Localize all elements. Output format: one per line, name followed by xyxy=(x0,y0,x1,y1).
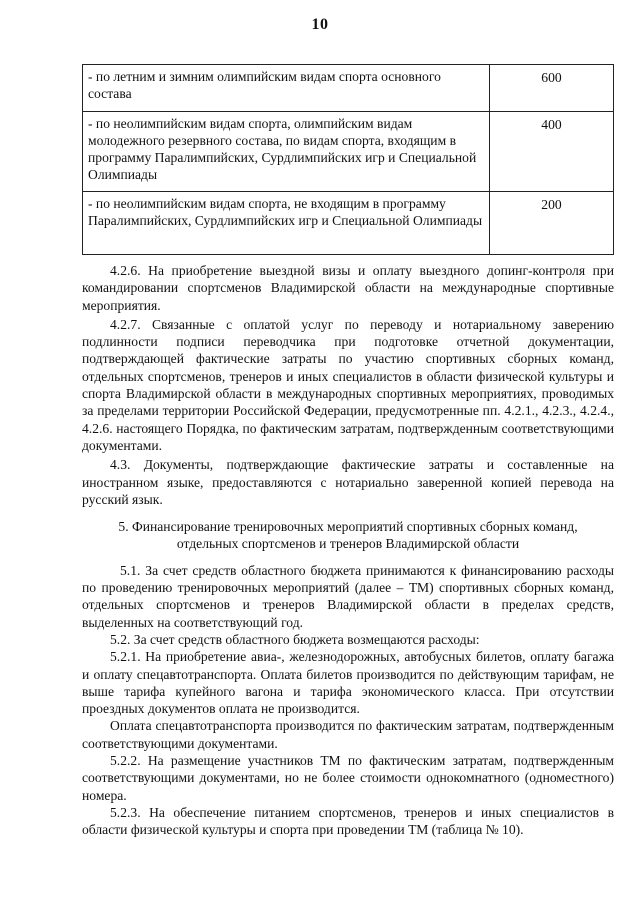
rates-table xyxy=(82,64,614,255)
section-5-heading: 5. Финансирование тренировочных мероприятий спортивных сборных команд, отдельных спортсменов и тренеров Владимирской области xyxy=(118,519,578,552)
table-row xyxy=(83,112,614,192)
paragraph-transport-payment: Оплата спецавтотранспорта производится по фактическим затратам, подтвержденным соответствующими документами. xyxy=(82,718,614,751)
table-cell-description: - по неолимпийским видам спорта, не входящим в программу Паралимпийских, Сурдлимпийских игр и Специальной Олимпиады xyxy=(83,192,490,255)
table-cell-amount: 600 xyxy=(490,65,614,112)
document-body xyxy=(82,262,614,839)
paragraph-5-1: 5.1. За счет средств областного бюджета принимаются к финансированию расходы по проведению тренировочных мероприятий (далее – ТМ) спортивных сборных команд, отдельных спортсменов и тренеров Владимирской области в пределах средств, выделенных на соответствующий год. xyxy=(82,562,614,630)
table-cell-amount: 200 xyxy=(490,192,614,255)
table-row xyxy=(83,65,614,112)
paragraph-4-2-6: 4.2.6. На приобретение выездной визы и оплату выездного допинг-контроля при командировании спортсменов Владимирской области на международные спортивные мероприятия. xyxy=(82,263,614,313)
table-cell-description: - по летним и зимним олимпийским видам спорта основного состава xyxy=(83,65,490,112)
paragraph-5-2-1: 5.2.1. На приобретение авиа-, железнодорожных, автобусных билетов, оплату багажа и оплату спецавтотранспорта. Оплата билетов производится по действующим тарифам, не выше тарифа купейного вагона и тарифа экономического класса. При отсутствии проездных документов оплата не производится. xyxy=(82,649,614,717)
paragraph-4-3: 4.3. Документы, подтверждающие фактические затраты и составленные на иностранном языке, предоставляются с нотариально заверенной копией перевода на русский язык. xyxy=(82,457,614,507)
paragraph-5-2-2: 5.2.2. На размещение участников ТМ по фактическим затратам, подтвержденным соответствующими документами, но не более стоимости однокомнатного (одноместного) номера. xyxy=(82,753,614,803)
paragraph-5-2-3: 5.2.3. На обеспечение питанием спортсменов, тренеров и иных специалистов в области физической культуры и спорта при проведении ТМ (таблица № 10). xyxy=(82,804,614,838)
table-cell-amount: 400 xyxy=(490,112,614,192)
page-number: 10 xyxy=(311,16,329,33)
paragraph-4-2-7: 4.2.7. Связанные с оплатой услуг по переводу и нотариальному заверению подлинности подписи переводчика при подготовке отчетной документации, подтверждающей фактические затраты по участию спортивных сборных команд, отдельных спортсменов, тренеров и иных специалистов в области физической культуры и спорта Владимирской области в международных спортивных мероприятиях, проводимых за пределами территории Российской Федерации, предусмотренные пп. 4.2.1., 4.2.3., 4.2.4., 4.2.6. настоящего Порядка, по фактическим затратам, подтвержденным соответствующими документами. xyxy=(82,316,614,453)
table-cell-description: - по неолимпийским видам спорта, олимпийским видам молодежного резервного состава, по видам спорта, входящим в программу Паралимпийских, Сурдлимпийских игр и Специальной Олимпиады xyxy=(83,112,490,192)
paragraph-5-2: 5.2. За счет средств областного бюджета возмещаются расходы: xyxy=(110,631,480,647)
table-row xyxy=(83,192,614,255)
